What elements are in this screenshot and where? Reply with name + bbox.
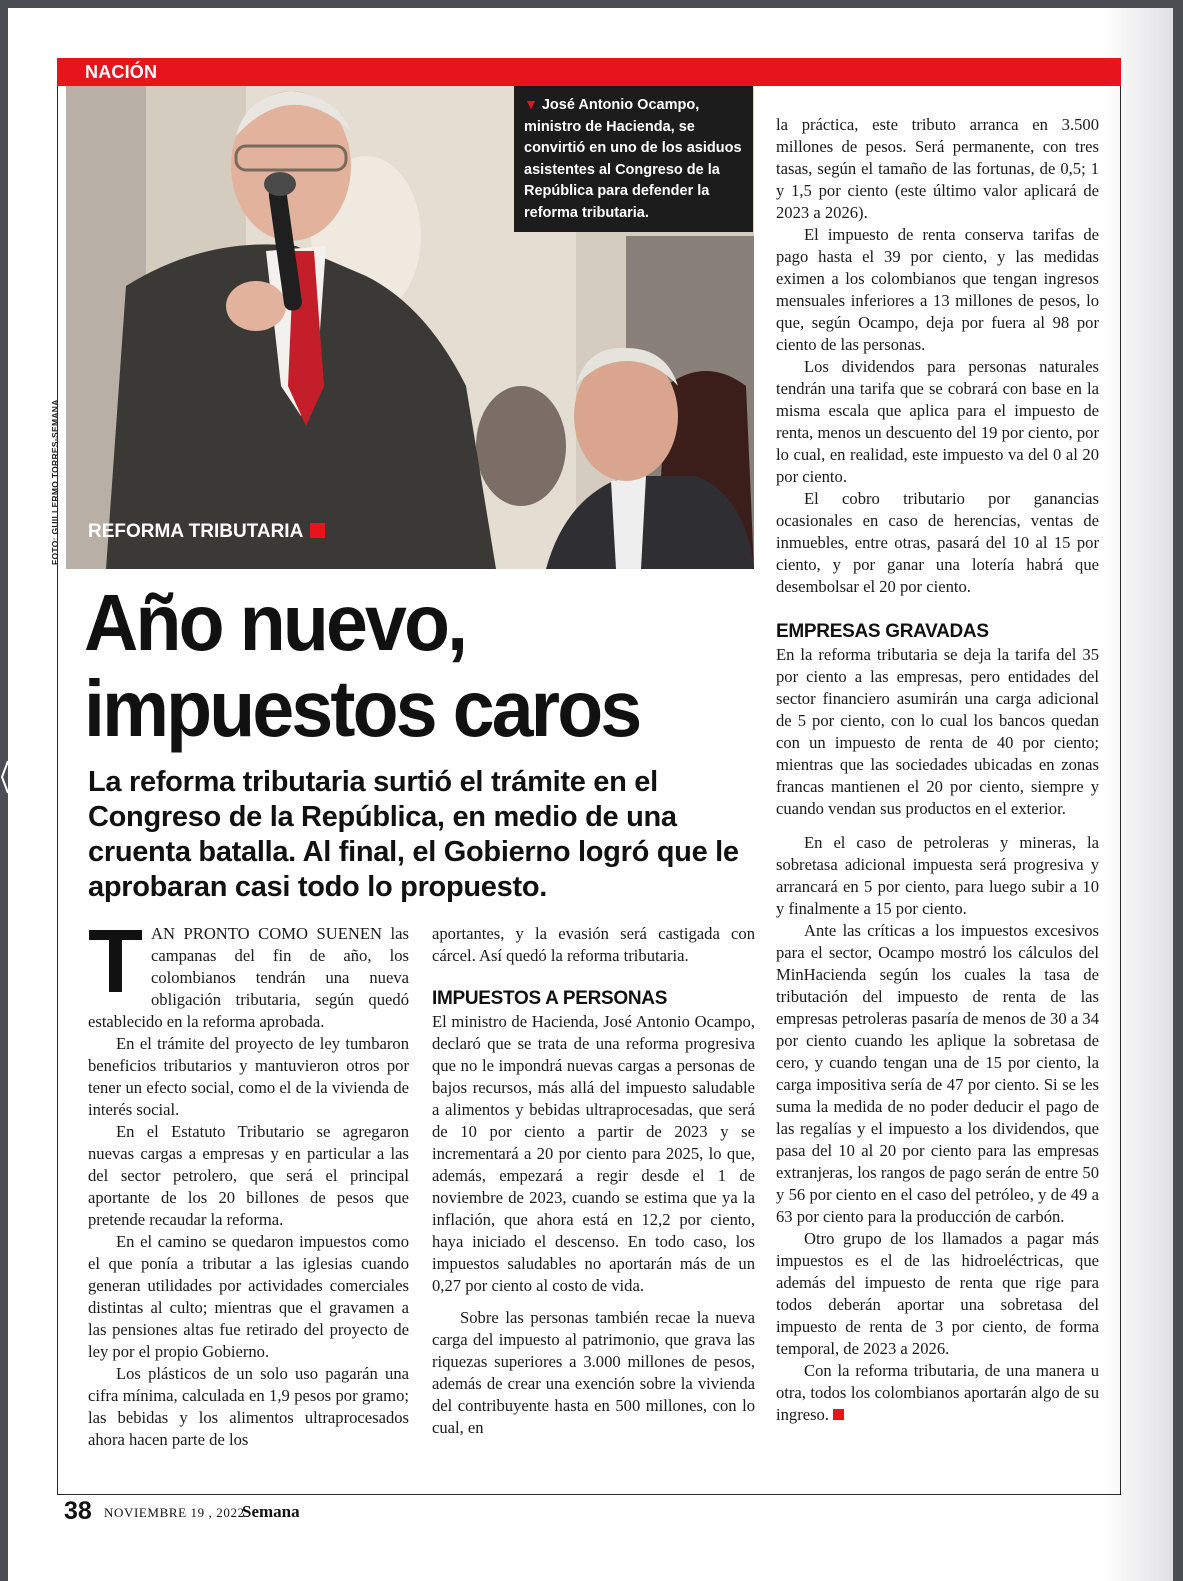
body-paragraph: En el Estatuto Tributario se agregaron nuevas cargas a empresas y en particular a las del sector petrolero, que será el principal aportante de los 20 billones de pesos que pretende recaudar la reforma.: [88, 1122, 409, 1229]
photo-caption: ▼ José Antonio Ocampo, ministro de Hacienda, se convirtió en uno de los asiduos asistentes al Congreso de la República para defender la reforma tributaria.: [514, 86, 753, 232]
body-paragraph: El impuesto de renta conserva tarifas de pago hasta el 39 por ciento, y las medidas eximen a los colombianos que tengan ingresos mensuales inferiores a 13 millones de pesos, lo que, según Ocampo, deja por fuera al 98 por ciento de las personas.: [776, 225, 1099, 354]
subheading-personas: IMPUESTOS A PERSONAS: [432, 988, 668, 1009]
body-paragraph: El ministro de Hacienda, José Antonio Ocampo, declaró que se trata de una reforma progresiva que no le impondrá nuevas cargas a personas de bajos recursos, más allá del impuesto saludable a alimentos y bebidas ultraprocesadas, que será de 10 por ciento a partir de 2023 y se incrementará a 20 por ciento para 2025, lo que, además, empezará a regir desde el 1 de noviembre de 2023, cuando se estima que ya la inflación, que ahora está en 12,2 por ciento, haya iniciado el descenso. En todo caso, los impuestos saludables no aportarán más de un 0,27 por ciento al costo de vida.: [432, 1012, 755, 1295]
body-column-1: [88, 912, 409, 1451]
end-mark: [833, 1409, 844, 1420]
red-square-marker: [310, 523, 325, 538]
caption-triangle-icon: ▼: [524, 96, 538, 112]
headline: [84, 580, 723, 752]
headline-line-2: impuestos caros: [84, 664, 640, 753]
section-bar: [57, 58, 1121, 86]
body-paragraph: Ante las críticas a los impuestos excesivos para el sector, Ocampo mostró los cálculos del MinHacienda según los cuales la tasa de tributación del impuesto de renta de las empresas petroleras pasaría de menos de 30 a 34 por ciento cuando les aplique la sobretasa de cero, y cuando tengan una de 15 por ciento, la carga impositiva sería de 47 por ciento. Si se les suma la medida de no poder deducir el pago de las regalías y el impuesto a los dividendos, que pasa del 10 al 20 por ciento para las empresas extranjeras, los rangos de pago serán de entre 50 y 56 por ciento en el caso del petróleo, y de 49 a 63 por ciento para la producción de carbón.: [776, 921, 1099, 1226]
deck-subtitle: La reforma tributaria surtió el trámite en el Congreso de la República, en medio de una cruenta batalla. Al final, el Gobierno logró que le aprobaran casi todo lo propuesto.: [88, 766, 739, 903]
issue-date: NOVIEMBRE 19 , 2022: [104, 1505, 245, 1520]
back-arrow-icon[interactable]: [0, 757, 10, 797]
body-column-2: [432, 923, 755, 1439]
photo-credit: FOTO: GUILLERMO TORRES-SEMANA: [50, 399, 60, 565]
body-paragraph: En la reforma tributaria se deja la tarifa del 35 por ciento a las empresas, pero entidades del sector financiero asumirán una carga adicional de 5 por ciento, con lo cual los bancos quedan con un impuesto de renta de 40 por ciento; mientras que las sociedades ubicadas en zonas francas mantienen el 20 por ciento, siempre y cuando vendan sus productos en el exterior.: [776, 645, 1099, 818]
subheading-empresas: EMPRESAS GRAVADAS: [776, 621, 989, 642]
body-paragraph: En el caso de petroleras y mineras, la sobretasa adicional impuesta será progresiva y arrancará en 5 por ciento, para luego subir a 10 y finalmente a 15 por ciento.: [776, 833, 1099, 918]
body-paragraph: En el trámite del proyecto de ley tumbaron beneficios tributarios y mantuvieron otros por tener un efecto social, como el de la vivienda de interés social.: [88, 1034, 409, 1119]
body-paragraph: Otro grupo de los llamados a pagar más impuestos es el de las hidroeléctricas, que además del impuesto de renta que rige para todos deberán aportar una sobretasa del impuesto de renta de 3 por ciento, de forma temporal, de 2023 a 2026.: [776, 1229, 1099, 1358]
body-paragraph: Los plásticos de un solo uso pagarán una cifra mínima, calculada en 1,9 pesos por gramo; las bebidas y los alimentos ultraprocesados ahora hacen parte de los: [88, 1364, 409, 1449]
body-paragraph: la práctica, este tributo arranca en 3.500 millones de pesos. Será permanente, con tres tasas, según el tamaño de las fortunas, de 0,5; 1 y 1,5 por ciento (este último valor aplicará de 2023 a 2026).: [776, 115, 1099, 222]
magazine-name: Semana: [242, 1502, 300, 1521]
body-paragraph: El cobro tributario por ganancias ocasionales en caso de herencias, ventas de inmuebles, entre otras, pasará del 10 al 15 por ciento, y por ganar una lotería habrá que desembolsar el 20 por ciento.: [776, 489, 1099, 596]
photo-topic-label: REFORMA TRIBUTARIA: [88, 521, 325, 543]
body-paragraph: aportantes, y la evasión será castigada con cárcel. Así quedó la reforma tributaria.: [432, 924, 755, 965]
page-number: 38: [64, 1497, 92, 1525]
body-paragraph: Sobre las personas también recae la nueva carga del impuesto al patrimonio, que grava las riquezas superiores a 3.000 millones de pesos, además de crear una exención sobre la vivienda del contribuyente hasta en 500 millones, con lo cual, en: [432, 1308, 755, 1437]
lead-paragraph: TAN PRONTO COMO SUENEN las campanas del fin de año, los colombianos tendrán una nueva obligación tributaria, según quedó establecido en la reforma aprobada.: [88, 912, 409, 1031]
headline-line-1: Año nuevo,: [84, 578, 466, 667]
body-paragraph: En el camino se quedaron impuestos como el que ponía a tributar a las iglesias cuando generan utilidades por actividades comerciales distintas al culto; mientras que el gravamen a las pensiones altas fue retirado del proyecto de ley por el propio Gobierno.: [88, 1232, 409, 1361]
drop-cap: T: [88, 912, 143, 1012]
closing-paragraph: Con la reforma tributaria, de una manera u otra, todos los colombianos aportarán algo de su ingreso.: [776, 1361, 1099, 1424]
body-column-3: [776, 114, 1099, 1426]
body-paragraph: Los dividendos para personas naturales tendrán una tarifa que se cobrará con base en la misma escala que aplica para el impuesto de renta, menos un descuento del 19 por ciento, por lo cual, en realidad, este impuesto va del 0 al 20 por ciento.: [776, 357, 1099, 486]
section-label: NACIÓN: [85, 62, 158, 82]
